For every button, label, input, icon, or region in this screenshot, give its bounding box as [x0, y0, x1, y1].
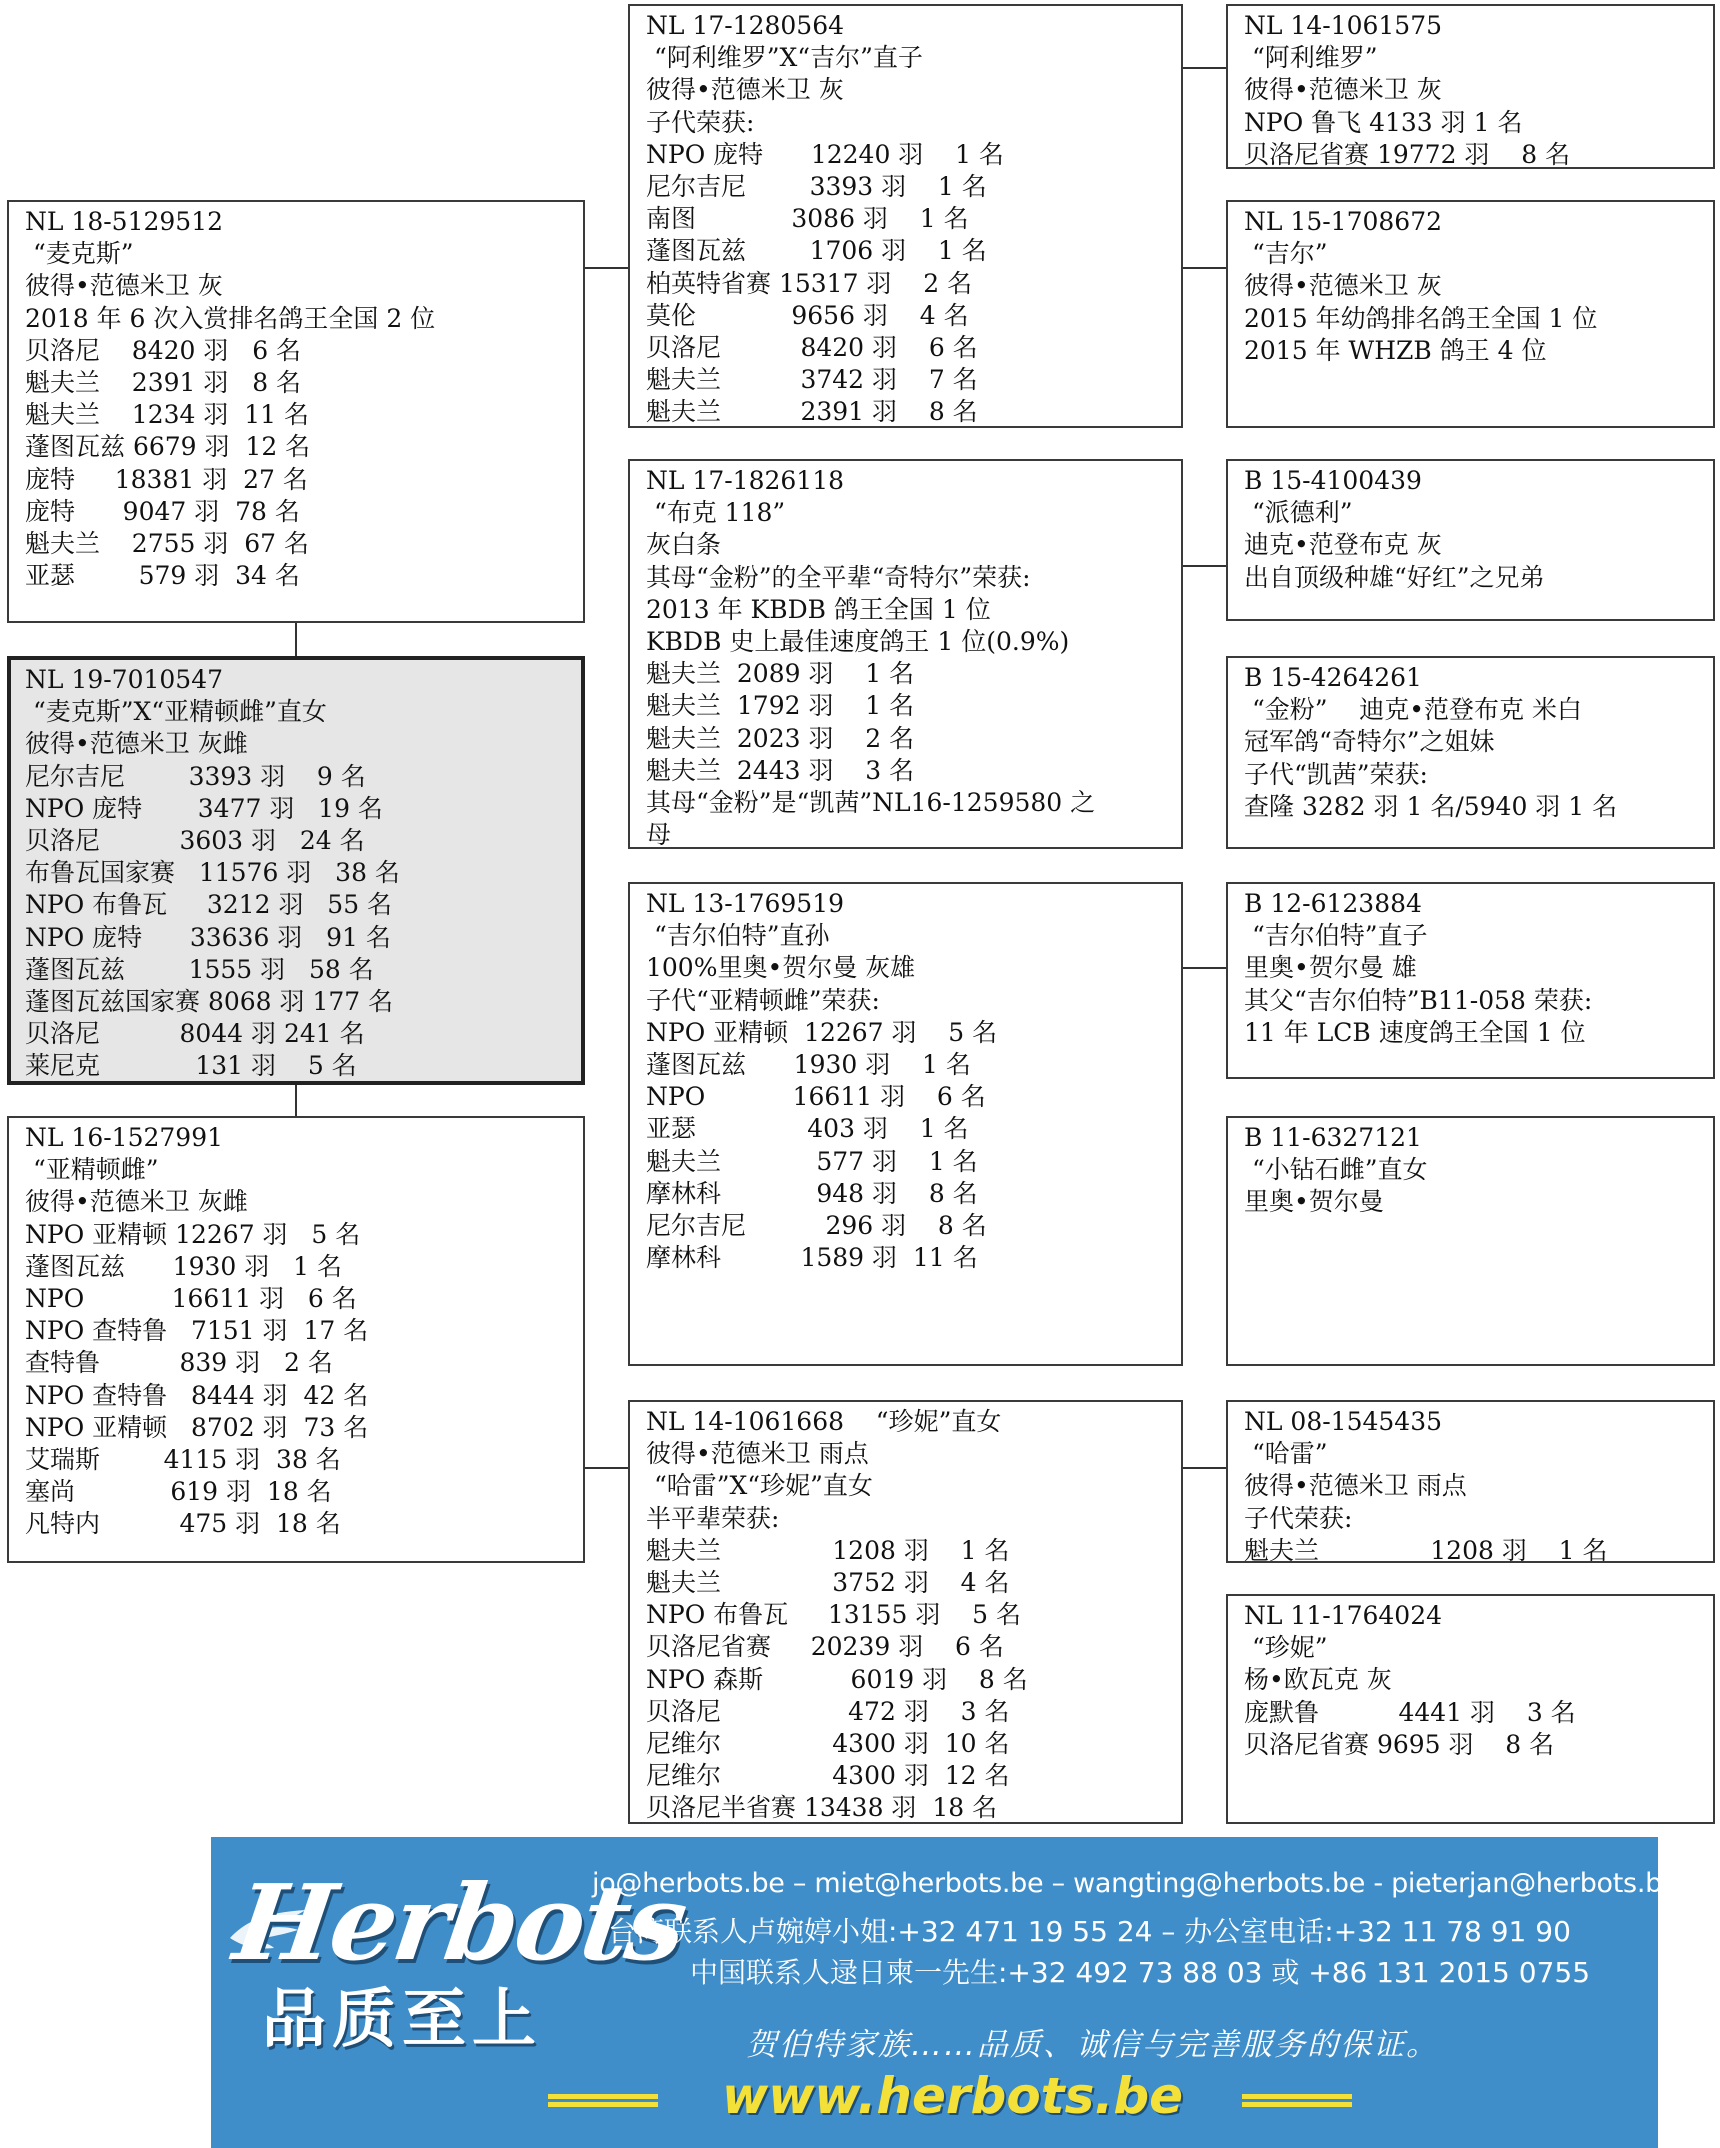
pedigree-line: 2013 年 KBDB 鸽王全国 1 位	[646, 594, 991, 624]
pedigree-line: “阿利维罗”	[1244, 43, 1378, 73]
pedigree-line: 彼得•范德米卫 灰	[25, 271, 223, 301]
pedigree-line: 摩林科 948 羽 8 名	[646, 1178, 978, 1208]
pedigree-line: NL 19-7010547	[25, 665, 224, 694]
connector	[295, 1083, 297, 1118]
pedigree-line: 蓬图瓦兹 6679 羽 12 名	[25, 432, 311, 462]
pedigree-line: NPO 16611 羽 6 名	[646, 1082, 986, 1112]
pedigree-line: NL 15-1708672	[1244, 207, 1443, 236]
pedigree-line: 魁夫兰 2023 羽 2 名	[646, 723, 915, 753]
sire-dam-card	[628, 459, 1183, 849]
pedigree-line: 贝洛尼省赛 20239 羽 6 名	[646, 1632, 1004, 1662]
website-link[interactable]: www.herbots.be	[722, 2067, 1184, 2125]
pedigree-line: NPO 16611 羽 6 名	[25, 1283, 357, 1313]
great-grandparent-card	[1226, 200, 1715, 428]
pedigree-line: 凡特内 475 羽 18 名	[25, 1509, 341, 1539]
connector	[583, 267, 628, 269]
pedigree-line: 贝洛尼 8044 羽 241 名	[25, 1019, 365, 1049]
pedigree-line: KBDB 史上最佳速度鸽王 1 位(0.9%)	[646, 626, 1070, 656]
pedigree-line: 母	[646, 820, 672, 849]
pedigree-line: 里奥•贺尔曼	[1244, 1187, 1384, 1217]
pedigree-line: 亚瑟 403 羽 1 名	[646, 1114, 969, 1144]
pedigree-line: 彼得•范德米卫 雨点	[1244, 1471, 1467, 1501]
pedigree-line: 庞特 18381 羽 27 名	[25, 464, 308, 494]
pedigree-line: NL 14-1061668 “珍妮”直女	[646, 1407, 1002, 1436]
pedigree-line: 布鲁瓦国家赛 11576 羽 38 名	[25, 858, 400, 888]
pedigree-line: 尼维尔 4300 羽 10 名	[646, 1728, 1010, 1758]
pedigree-line: NPO 亚精顿 12267 羽 5 名	[25, 1219, 361, 1249]
pedigree-line: 亚瑟 579 羽 34 名	[25, 561, 300, 591]
pedigree-line: B 15-4100439	[1244, 466, 1422, 495]
pedigree-line: 2015 年 WHZB 鸽王 4 位	[1244, 335, 1547, 365]
pedigree-line: “哈雷”	[1244, 1439, 1328, 1469]
pedigree-line: 庞特 9047 羽 78 名	[25, 496, 300, 526]
pedigree-line: NL 18-5129512	[25, 207, 224, 236]
pedigree-line: 子代荣获:	[1244, 1503, 1353, 1533]
pedigree-line: 塞尚 619 羽 18 名	[25, 1477, 332, 1507]
decorative-divider	[548, 2094, 658, 2099]
pedigree-line: 莱尼克 131 羽 5 名	[25, 1051, 357, 1081]
pedigree-line: NPO 森斯 6019 羽 8 名	[646, 1664, 1028, 1694]
dam-dam-card	[628, 1400, 1183, 1824]
pedigree-line: NL 17-1280564	[646, 11, 845, 40]
pedigree-line: 蓬图瓦兹 1555 羽 58 名	[25, 954, 374, 984]
pedigree-line: “金粉” 迪克•范登布克 米白	[1244, 695, 1582, 725]
pedigree-line: 魁夫兰 577 羽 1 名	[646, 1146, 978, 1176]
great-grandparent-card	[1226, 1594, 1715, 1824]
pedigree-line: 柏英特省赛 15317 羽 2 名	[646, 268, 973, 298]
pedigree-line: 彼得•范德米卫 灰	[1244, 75, 1442, 105]
pedigree-line: 蓬图瓦兹国家赛 8068 羽 177 名	[25, 986, 394, 1016]
dam-sire-card	[628, 882, 1183, 1366]
pedigree-line: 其父“吉尔伯特”B11-058 荣获:	[1244, 985, 1593, 1015]
pedigree-line: 里奥•贺尔曼 雄	[1244, 953, 1417, 983]
pedigree-line: NPO 亚精顿 12267 羽 5 名	[646, 1017, 998, 1047]
pedigree-line: 魁夫兰 2443 羽 3 名	[646, 755, 915, 785]
pedigree-line: NPO 鲁飞 4133 羽 1 名	[1244, 107, 1523, 137]
pedigree-line: 尼尔吉尼 3393 羽 1 名	[646, 171, 987, 201]
pedigree-line: 彼得•范德米卫 雨点	[646, 1439, 869, 1469]
pedigree-line: 莫伦 9656 羽 4 名	[646, 300, 969, 330]
pedigree-line: 魁夫兰 2391 羽 8 名	[25, 367, 302, 397]
pedigree-line: NPO 查特鲁 7151 羽 17 名	[25, 1316, 369, 1346]
pedigree-line: “派德利”	[1244, 498, 1353, 528]
pedigree-line: 查隆 3282 羽 1 名/5940 羽 1 名	[1244, 791, 1618, 821]
pedigree-line: 贝洛尼 8420 羽 6 名	[25, 335, 302, 365]
sire-card	[7, 200, 585, 623]
pedigree-line: NL 16-1527991	[25, 1123, 224, 1152]
pedigree-line: 出自顶级种雄“好红”之兄弟	[1244, 562, 1545, 592]
pedigree-line: NPO 庞特 3477 羽 19 名	[25, 793, 383, 823]
pedigree-line: 子代荣获:	[646, 107, 755, 137]
pedigree-line: “麦克斯”X“亚精顿雌”直女	[25, 697, 327, 727]
pedigree-line: NL 13-1769519	[646, 889, 845, 918]
pedigree-line: 尼维尔 4300 羽 12 名	[646, 1761, 1010, 1791]
pedigree-line: 其母“金粉”的全平辈“奇特尔”荣获:	[646, 562, 1031, 592]
pedigree-line: “吉尔伯特”直子	[1244, 921, 1428, 951]
decorative-divider	[1242, 2102, 1352, 2107]
sire-sire-card	[628, 4, 1183, 428]
pedigree-line: 魁夫兰 1234 羽 11 名	[25, 400, 310, 430]
pedigree-line: 蓬图瓦兹 1706 羽 1 名	[646, 236, 987, 266]
pedigree-line: NPO 庞特 33636 羽 91 名	[25, 922, 391, 952]
slogan: 品质至上	[262, 1983, 542, 2057]
pedigree-line: NPO 亚精顿 8702 羽 73 名	[25, 1412, 369, 1442]
pedigree-line: 魁夫兰 2755 羽 67 名	[25, 528, 310, 558]
pedigree-line: 贝洛尼省赛 19772 羽 8 名	[1244, 139, 1571, 169]
pedigree-line: 半平辈荣获:	[646, 1503, 780, 1533]
great-grandparent-card	[1226, 4, 1715, 169]
pedigree-line: 蓬图瓦兹 1930 羽 1 名	[646, 1049, 971, 1079]
pedigree-line: 查特鲁 839 羽 2 名	[25, 1348, 333, 1378]
pedigree-line: “麦克斯”	[25, 239, 134, 269]
pedigree-line: 2018 年 6 次入赏排名鸽王全国 2 位	[25, 303, 436, 333]
pedigree-line: NL 17-1826118	[646, 466, 845, 495]
pedigree-line: 尼尔吉尼 296 羽 8 名	[646, 1210, 987, 1240]
pedigree-line: 尼尔吉尼 3393 羽 9 名	[25, 761, 366, 791]
connector	[583, 1467, 628, 1469]
pedigree-line: 魁夫兰 1208 羽 1 名	[646, 1535, 1010, 1565]
great-grandparent-card	[1226, 1400, 1715, 1563]
pedigree-line: 彼得•范德米卫 灰雌	[25, 729, 248, 759]
pedigree-line: B 11-6327121	[1244, 1123, 1422, 1152]
motto: 贺伯特家族……品质、诚信与完善服务的保证。	[746, 2027, 1439, 2063]
connector	[1181, 565, 1226, 567]
pedigree-line: “哈雷”X“珍妮”直女	[646, 1471, 873, 1501]
great-grandparent-card	[1226, 1116, 1715, 1366]
pedigree-line: 彼得•范德米卫 灰	[646, 75, 844, 105]
pedigree-line: B 12-6123884	[1244, 889, 1422, 918]
pedigree-line: 冠军鸽“奇特尔”之姐妹	[1244, 727, 1495, 757]
connector	[1181, 1467, 1226, 1469]
pedigree-line: 11 年 LCB 速度鸽王全国 1 位	[1244, 1017, 1586, 1047]
pedigree-line: NL 08-1545435	[1244, 1407, 1443, 1436]
pedigree-line: 杨•欧瓦克 灰	[1244, 1665, 1392, 1695]
pedigree-line: “吉尔伯特”直孙	[646, 921, 830, 951]
connector	[1181, 967, 1226, 969]
connector	[295, 621, 297, 658]
pedigree-line: NL 14-1061575	[1244, 11, 1443, 40]
pedigree-line: 南图 3086 羽 1 名	[646, 204, 969, 234]
decorative-divider	[548, 2102, 658, 2107]
pedigree-line: 贝洛尼 8420 羽 6 名	[646, 332, 978, 362]
pedigree-line: 彼得•范德米卫 灰	[1244, 271, 1442, 301]
pedigree-line: 2015 年幼鸽排名鸽王全国 1 位	[1244, 303, 1598, 333]
pedigree-line: 魁夫兰 2391 羽 8 名	[646, 397, 978, 427]
pedigree-line: 摩林科 1589 羽 11 名	[646, 1243, 978, 1273]
pedigree-line: 魁夫兰 1792 羽 1 名	[646, 691, 915, 721]
contact-emails[interactable]: jo@herbots.be – miet@herbots.be – wangting@herbots.be - pieterjan@herbots.be	[592, 1868, 1679, 1899]
dam-card	[7, 1116, 585, 1563]
connector	[1181, 67, 1226, 69]
great-grandparent-card	[1226, 882, 1715, 1079]
pedigree-line: “珍妮”	[1244, 1633, 1328, 1663]
pedigree-line: NPO 布鲁瓦 3212 羽 55 名	[25, 890, 393, 920]
pedigree-line: 贝洛尼 472 羽 3 名	[646, 1696, 1010, 1726]
pedigree-line: 子代“亚精顿雌”荣获:	[646, 985, 880, 1015]
contact-phone-china: 中国联系人逯日柬一先生:+32 492 73 88 03 或 +86 131 2015 0755	[690, 1956, 1591, 1989]
contact-phone-taiwan: 台湾联系人卢婉婷小姐:+32 471 19 55 24 – 办公室电话:+32 11 78 91 90	[608, 1915, 1571, 1948]
herbots-logo: Herbots	[227, 1861, 692, 1984]
pedigree-line: “吉尔”	[1244, 239, 1328, 269]
pedigree-line: 贝洛尼半省赛 13438 羽 18 名	[646, 1793, 998, 1823]
decorative-divider	[1242, 2094, 1352, 2099]
subject-card	[7, 656, 585, 1085]
connector	[1181, 267, 1226, 269]
pedigree-line: 贝洛尼省赛 9695 羽 8 名	[1244, 1729, 1555, 1759]
pedigree-line: 蓬图瓦兹 1930 羽 1 名	[25, 1251, 342, 1281]
pedigree-line: 魁夫兰 3752 羽 4 名	[646, 1567, 1010, 1597]
pedigree-line: 子代“凯茜”荣获:	[1244, 759, 1428, 789]
pedigree-line: “亚精顿雌”	[25, 1155, 159, 1185]
pedigree-line: 灰白条	[646, 530, 722, 560]
pedigree-line: 魁夫兰 3742 羽 7 名	[646, 365, 978, 395]
pedigree-line: NPO 庞特 12240 羽 1 名	[646, 139, 1004, 169]
pedigree-line: “布克 118”	[646, 498, 786, 528]
pedigree-line: 100%里奥•贺尔曼 灰雄	[646, 953, 916, 983]
pedigree-line: NPO 查特鲁 8444 羽 42 名	[25, 1380, 369, 1410]
pedigree-line: 魁夫兰 2089 羽 1 名	[646, 659, 915, 689]
pedigree-line: 魁夫兰 1208 羽 1 名	[1244, 1535, 1608, 1563]
great-grandparent-card	[1226, 656, 1715, 849]
pedigree-line: 迪克•范登布克 灰	[1244, 530, 1442, 560]
pedigree-line: NL 11-1764024	[1244, 1601, 1443, 1630]
pedigree-line: 艾瑞斯 4115 羽 38 名	[25, 1444, 341, 1474]
great-grandparent-card	[1226, 459, 1715, 621]
pedigree-line: 贝洛尼 3603 羽 24 名	[25, 825, 365, 855]
pedigree-line: 庞默鲁 4441 羽 3 名	[1244, 1697, 1576, 1727]
pedigree-line: 彼得•范德米卫 灰雌	[25, 1187, 248, 1217]
pedigree-line: “阿利维罗”X“吉尔”直子	[646, 43, 923, 73]
pedigree-line: NPO 布鲁瓦 13155 羽 5 名	[646, 1600, 1021, 1630]
pedigree-line: B 15-4264261	[1244, 663, 1422, 692]
pedigree-line: “小钻石雌”直女	[1244, 1155, 1428, 1185]
pedigree-line: 其母“金粉”是“凯茜”NL16-1259580 之	[646, 787, 1096, 817]
